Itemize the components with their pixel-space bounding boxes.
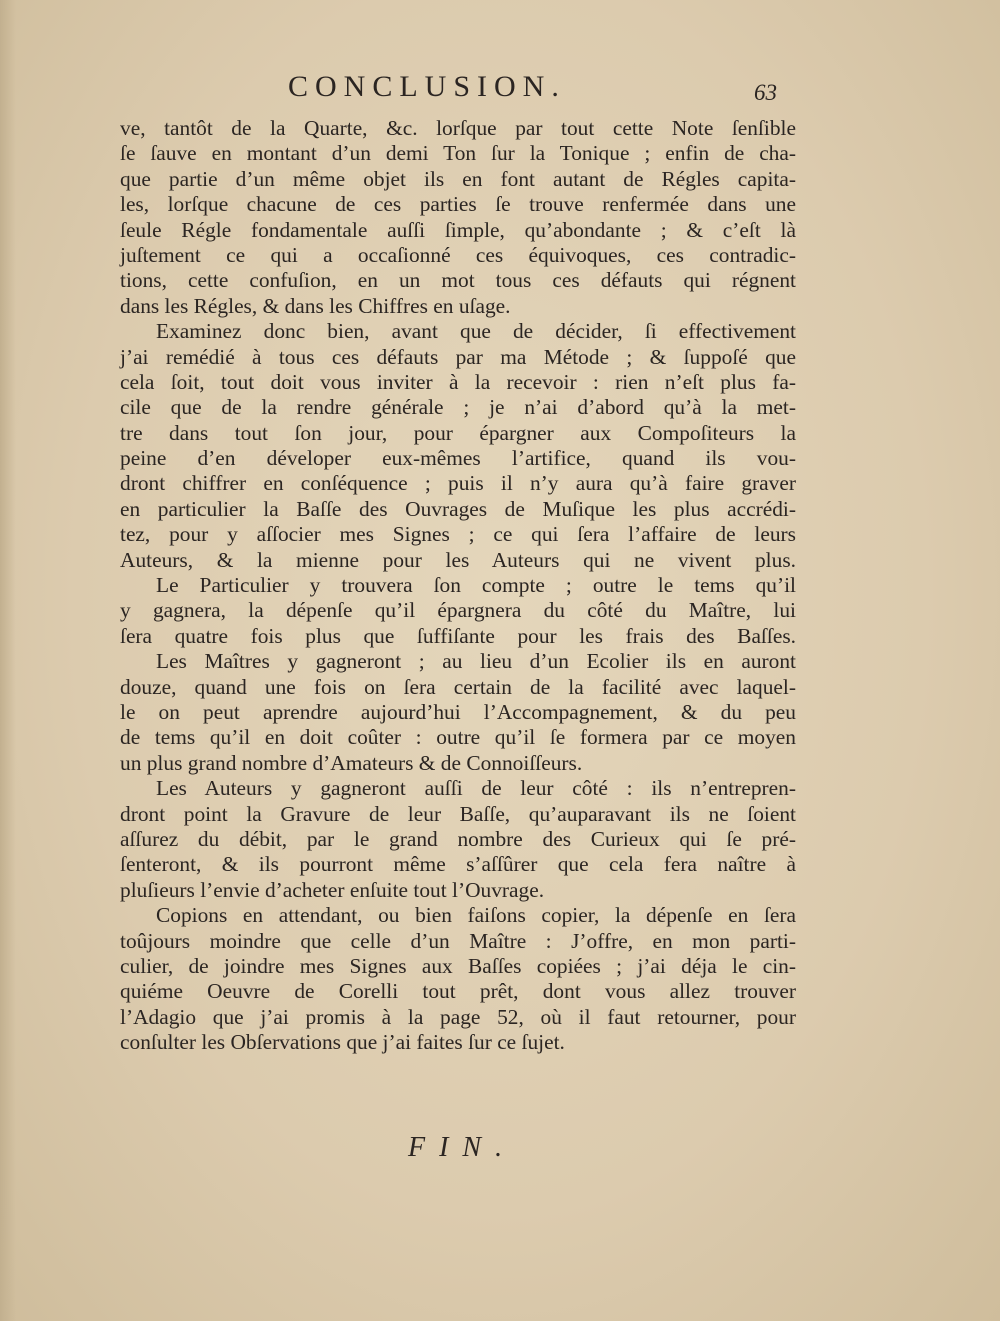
text-line: que partie d’un même objet ils en font autant de Régles capita- [120,166,796,191]
text-line: en particulier la Baſſe des Ouvrages de Muſique les plus accrédi- [120,496,796,521]
text-line: douze, quand une fois on ſera certain de la facilité avec laquel- [120,674,796,699]
text-line: ſeule Régle fondamentale auſſi ſimple, qu’abondante ; & c’eſt là [120,217,796,242]
text-line: j’ai remédié à tous ces défauts par ma Métode ; & ſuppoſé que [120,344,796,369]
text-line: dront point la Gravure de leur Baſſe, qu’auparavant ils ne ſoient [120,801,796,826]
text-line: cile que de la rendre générale ; je n’ai d’abord qu’à la met- [120,395,796,420]
text-line: y gagnera, la dépenſe qu’il épargnera du côté du Maître, lui [120,598,796,623]
page-header [120,70,790,110]
text-line: juſtement ce qui a occaſionné ces équivoques, ces contradic- [120,242,796,267]
text-line: quiéme Oeuvre de Corelli tout prêt, dont vous allez trouver [120,979,796,1004]
text-line: ſera quatre fois plus que ſuffiſante pour les frais des Baſſes. [120,623,796,648]
text-line: peine d’en déveloper eux-mêmes l’artifice, quand ils vou- [120,446,796,471]
paragraph-first-line: Les Auteurs y gagneront auſſi de leur côté : ils n’entrepren- [156,776,796,801]
text-line: cela ſoit, tout doit vous inviter à la recevoir : rien n’eſt plus fa- [120,369,796,394]
body-text [120,116,796,1055]
text-line: ſe ſauve en montant d’un demi Ton ſur la Tonique ; enfin de cha- [120,141,796,166]
text-line: le on peut aprendre aujourd’hui l’Accompagnement, & du peu [120,699,796,724]
text-line: dans les Régles, & dans les Chiffres en uſage. [120,293,511,318]
page-number: 63 [754,80,777,105]
text-line: tre dans tout ſon jour, pour épargner aux Compoſiteurs la [120,420,796,445]
text-line: toûjours moindre que celle d’un Maître : J’offre, en mon parti- [120,928,796,953]
text-line: de tems qu’il en doit coûter : outre qu’il ſe formera par ce moyen [120,725,796,750]
text-line: pluſieurs l’envie d’acheter enſuite tout l’Ouvrage. [120,877,545,902]
text-line: ve, tantôt de la Quarte, &c. lorſque par tout cette Note ſenſible [120,116,796,140]
text-line: Auteurs, & la mienne pour les Auteurs qui ne vivent plus. [120,547,796,572]
text-line: l’Adagio que j’ai promis à la page 52, où il faut retourner, pour [120,1004,796,1029]
paragraph-first-line: Copions en attendant, ou bien faiſons copier, la dépenſe en ſera [156,903,796,928]
text-line: dront chiffrer en conſéquence ; puis il n’y aura qu’à faire graver [120,471,796,496]
fin-label: FIN. [408,1132,517,1163]
paragraph-first-line: Les Maîtres y gagneront ; au lieu d’un Ecolier ils en auront [156,649,796,674]
text-line: tions, cette confuſion, en un mot tous ces défauts qui régnent [120,268,796,293]
text-line: un plus grand nombre d’Amateurs & de Connoiſſeurs. [120,750,583,775]
running-title: CONCLUSION. [288,70,566,103]
text-line: aſſurez du débit, par le grand nombre des Curieux qui ſe pré- [120,826,796,851]
text-line: conſulter les Obſervations que j’ai faites ſur ce ſujet. [120,1030,565,1055]
text-line: ſenteront, & ils pourront même s’aſſûrer que cela fera naître à [120,852,796,877]
paragraph-first-line: Le Particulier y trouvera ſon compte ; outre le tems qu’il [156,573,796,598]
text-line: culier, de joindre mes Signes aux Baſſes copiées ; j’ai déja le cin- [120,953,796,978]
text-line: les, lorſque chacune de ces parties ſe trouve renfermée dans une [120,192,796,217]
text-line: tez, pour y aſſocier mes Signes ; ce qui ſera l’affaire de leurs [120,522,796,547]
paragraph-first-line: Examinez donc bien, avant que de décider, ſi effectivement [156,319,796,344]
